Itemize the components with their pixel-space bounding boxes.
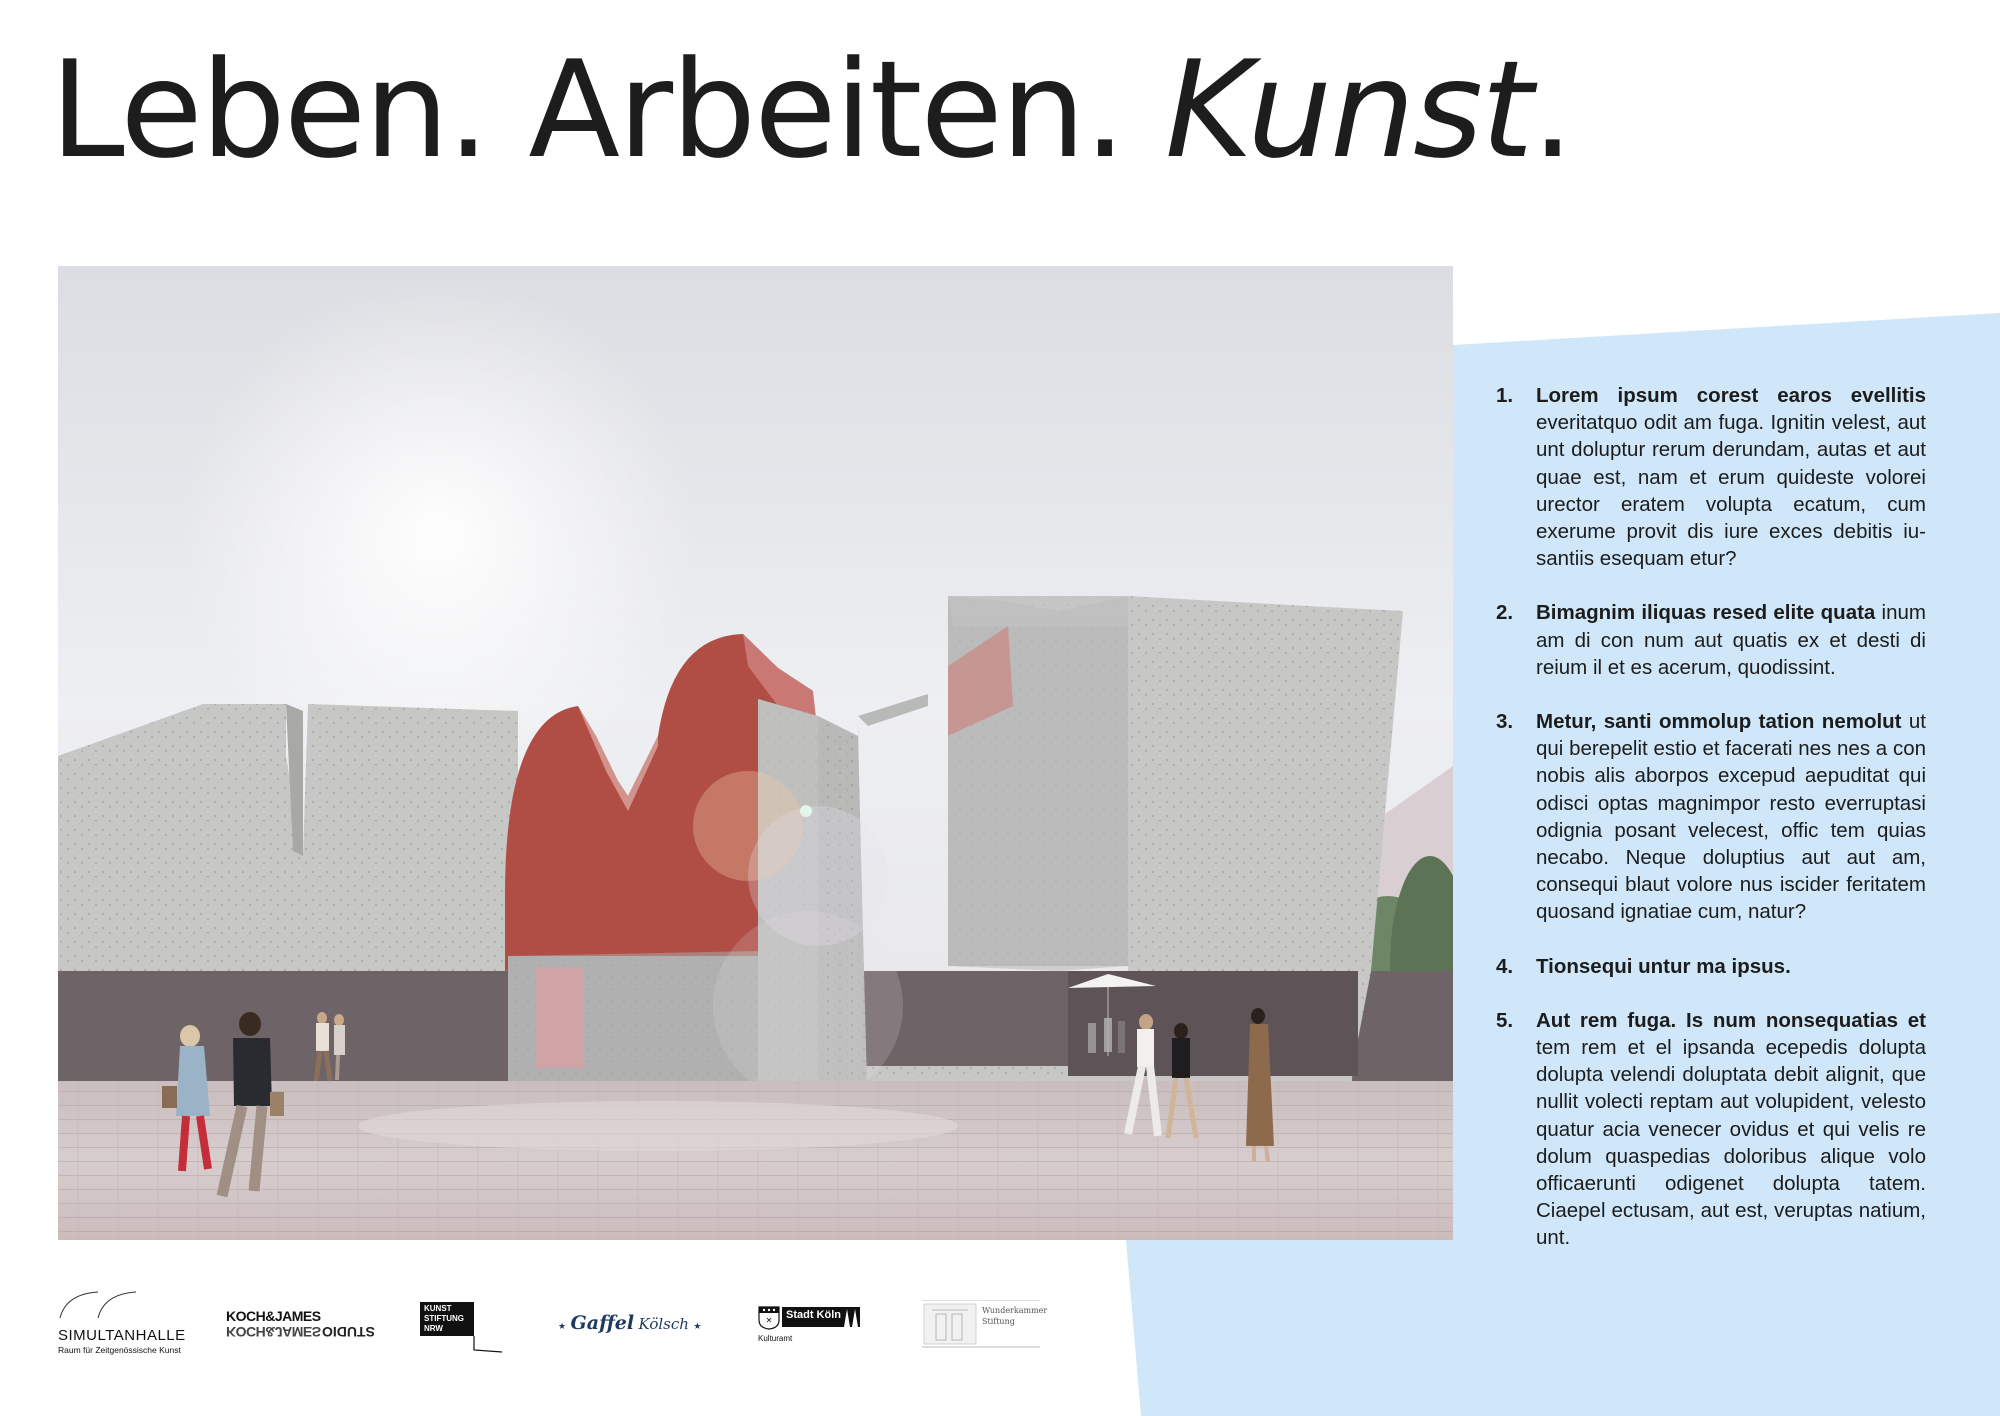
list-body: tem rem et el ipsanda ecepedis dolupta dolupta velendi doluptata debit alignit, que nullit volecti reptam aut volupident, velesto quatur acia venecer ovidus et qui velis re dolum quaspedias doloribus alique volo officaerunti odigenet dolupta tatem. Ciaepel ectusam, aut est, veruptas natium, unt. (1536, 1036, 1926, 1250)
list-item (1496, 1007, 1926, 1252)
sponsor-logos (58, 1290, 1058, 1360)
list-lead: Aut rem fuga. Is num nonsequatias et (1536, 1008, 1926, 1032)
title-period: . (1531, 32, 1573, 188)
wunderkammer-line1: Wunderkammer (982, 1306, 1048, 1315)
simultanhalle-arc-icon (58, 1290, 188, 1320)
coat-of-arms-icon (758, 1306, 780, 1330)
list-lead: Metur, santi ommolup tation nemolut (1536, 710, 1902, 734)
simultanhalle-logo (58, 1290, 188, 1360)
wunderkammer-stiftung-logo (922, 1300, 1048, 1370)
kunststiftung-nrw-logo (420, 1302, 504, 1372)
stadt-koeln-name: Stadt Köln (786, 1309, 841, 1321)
list-lead: Tionsequi untur ma ipsus. (1536, 954, 1791, 978)
koch-james-studio: STUDIO (322, 1324, 375, 1340)
svg-text:✕: ✕ (765, 1316, 773, 1325)
stadt-koeln-logo (758, 1306, 868, 1376)
title-part-life-work: Leben. Arbeiten. (50, 32, 1165, 188)
list-lead: Lorem ipsum corest earos evellitis (1536, 384, 1926, 407)
list-item (1496, 599, 1926, 681)
gaffel-script: Kölsch (638, 1315, 689, 1333)
list-item (1496, 953, 1926, 980)
cathedral-icon (842, 1307, 860, 1327)
simultanhalle-name: SIMULTANHALLE (58, 1327, 186, 1344)
title-part-art: Kunst (1164, 32, 1532, 188)
star-icon: ★ (693, 1321, 702, 1331)
numbered-text-list (1496, 382, 1926, 1279)
wunderkammer-line2: Stiftung (982, 1317, 1015, 1326)
kunststiftung-frame-icon (420, 1302, 504, 1358)
list-item (1496, 382, 1926, 572)
list-body: inum am di con num aut quatis ex et desti di reium il et es acerum, quodissint. (1536, 601, 1926, 679)
koch-james-name: KOCH&JAMES (226, 1308, 321, 1324)
gaffel-koelsch-logo (558, 1312, 708, 1382)
star-icon: ★ (558, 1321, 567, 1331)
simultanhalle-tagline: Raum für Zeitgenössische Kunst (58, 1345, 181, 1355)
architecture-rendering (58, 266, 1453, 1240)
list-body: everitatquo odit am fuga. Ignitin velest, aut unt doluptur rerum derundam, autas et aut quae est, nam et erum quideste volorei urector eratem volupta ecatum, cum exerume provit dis iure exces debitis iusantiis esequam etur? (1536, 411, 1926, 571)
koch-james-mirror: KOCH&JAMES (226, 1324, 321, 1340)
list-number: 2. (1496, 601, 1514, 625)
kunststiftung-line1: KUNST (424, 1304, 452, 1313)
list-item (1496, 708, 1926, 926)
list-number: 5. (1496, 1008, 1514, 1032)
list-body: ut qui berepelit estio et facerati nes nes a con nobis alis aborpos excepud aepuditat qui odisci optas magnimpor resto everruptasi odignia posant velecest, offic tem quias necabo. Neque doluptius aut aut am, consequi blaut volore nus iscider feritatem quosand ignatiae cum, natur? (1536, 710, 1926, 924)
kunststiftung-line3: NRW (424, 1324, 443, 1333)
stadt-koeln-dept: Kulturamt (758, 1334, 793, 1343)
gaffel-name: Gaffel (570, 1312, 635, 1334)
list-number: 1. (1496, 384, 1514, 407)
koch-james-logo (226, 1308, 375, 1378)
list-lead: Bimagnim iliquas resed elite quata (1536, 601, 1876, 625)
list-number: 4. (1496, 954, 1514, 978)
page-title (50, 30, 1572, 191)
list-number: 3. (1496, 710, 1514, 734)
kunststiftung-line2: STIFTUNG (424, 1314, 464, 1323)
